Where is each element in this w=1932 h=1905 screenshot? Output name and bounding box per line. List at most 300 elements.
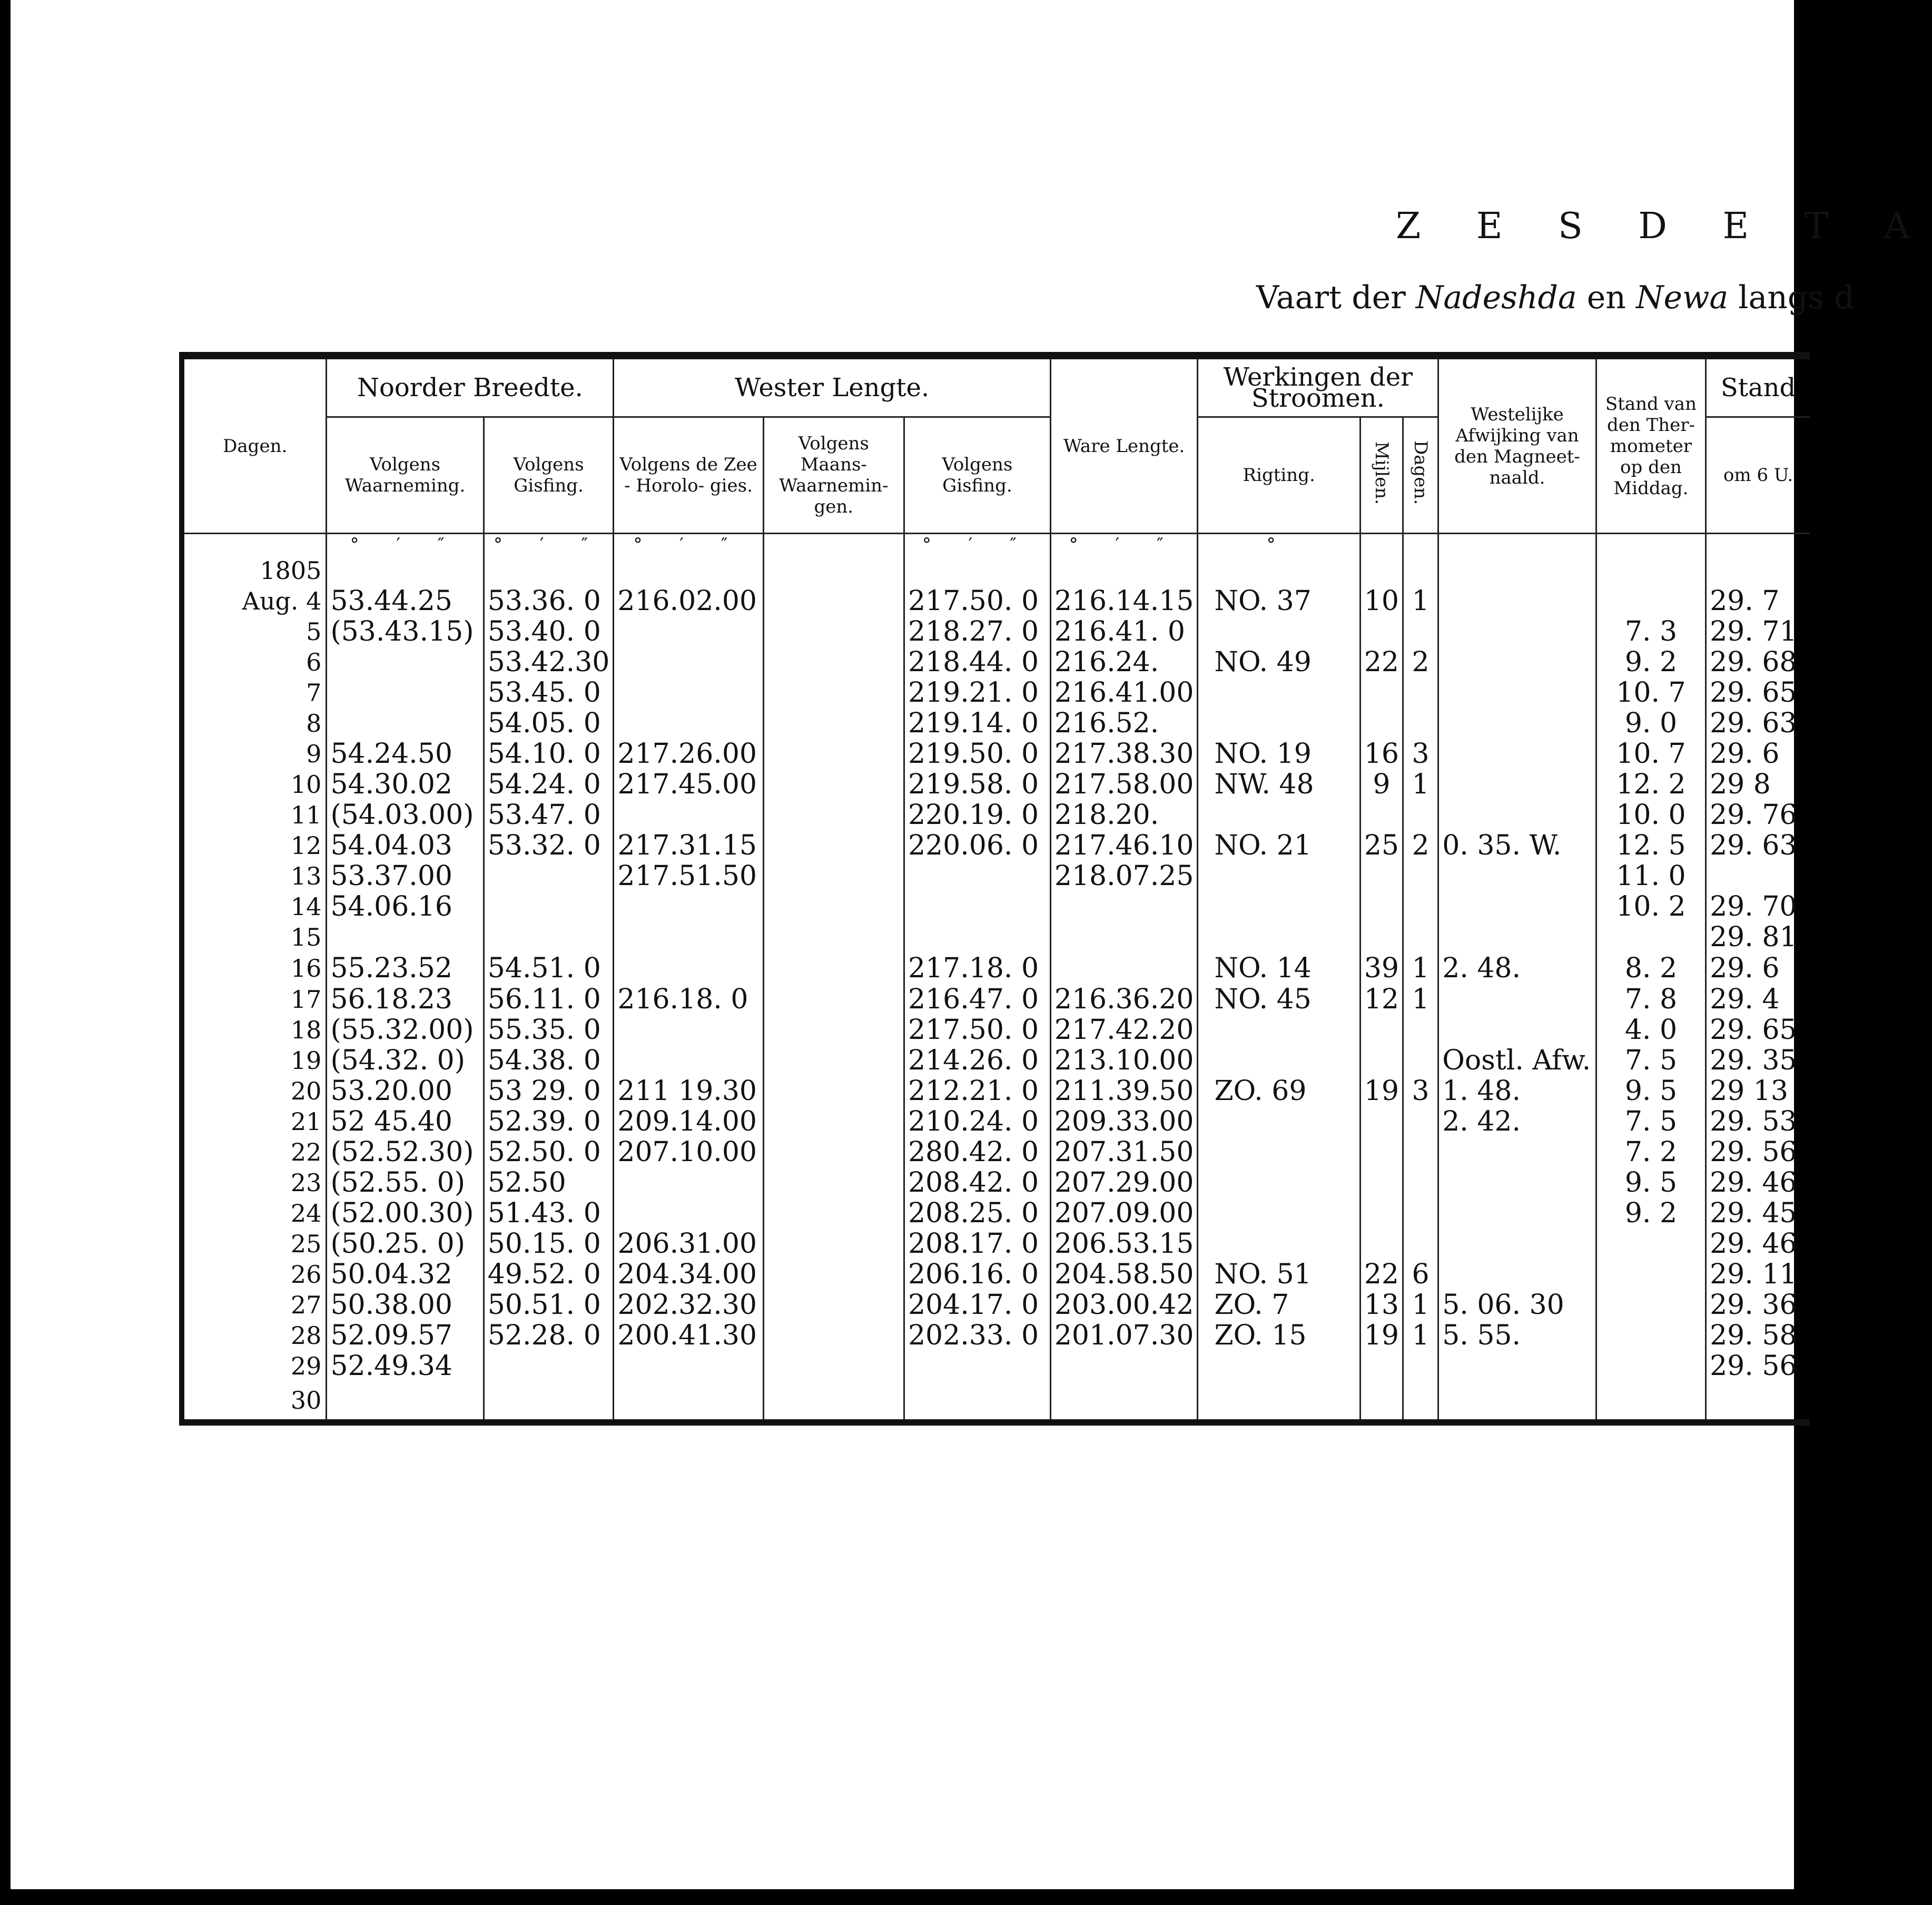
ware-lengte-cell: 216.41. 0 bbox=[1050, 616, 1198, 647]
waarneming-cell: (54.32. 0) bbox=[327, 1045, 484, 1076]
mijlen-cell bbox=[1360, 1106, 1403, 1137]
table-row bbox=[182, 677, 1810, 708]
table-row bbox=[182, 1381, 1810, 1422]
waarneming-cell: 50.04.32 bbox=[327, 1259, 484, 1290]
gissing-cell: 56.11. 0 bbox=[484, 984, 614, 1015]
stroom-dagen-cell: 2 bbox=[1403, 647, 1438, 677]
afwijking-cell bbox=[1438, 1259, 1596, 1290]
table-row bbox=[182, 1045, 1810, 1076]
maans-cell bbox=[763, 984, 904, 1015]
afwijking-cell bbox=[1438, 922, 1596, 952]
mijlen-cell bbox=[1360, 708, 1403, 739]
maans-cell bbox=[763, 1137, 904, 1167]
stand-cell: 29. 53 bbox=[1706, 1106, 1810, 1137]
waarneming-cell bbox=[327, 708, 484, 739]
header-rigting: Rigting. bbox=[1198, 417, 1360, 534]
horologies-cell bbox=[614, 1351, 763, 1381]
unit-lengte-gissing: ° ′ ″ bbox=[904, 534, 1050, 556]
rigting-cell: NO. 14 bbox=[1198, 952, 1360, 984]
maans-cell bbox=[763, 677, 904, 708]
table-row bbox=[182, 1351, 1810, 1381]
stand-cell: 29. 68 bbox=[1706, 647, 1810, 677]
gissing-cell: 54.51. 0 bbox=[484, 952, 614, 984]
subtitle-ship-1: Nadeshda bbox=[1415, 279, 1577, 316]
subtitle-en: en bbox=[1586, 279, 1626, 316]
table-row bbox=[182, 647, 1810, 677]
mijlen-cell bbox=[1360, 922, 1403, 952]
ware-lengte-cell: 218.20. bbox=[1050, 800, 1198, 830]
horologies-cell bbox=[614, 555, 763, 586]
day-cell: 29 bbox=[182, 1351, 327, 1381]
maans-cell bbox=[763, 1076, 904, 1106]
lengte-gissing-cell: 208.17. 0 bbox=[904, 1229, 1050, 1259]
stand-cell: 29. 56 bbox=[1706, 1137, 1810, 1167]
day-cell: 17 bbox=[182, 984, 327, 1015]
ware-lengte-cell: 216.36.20 bbox=[1050, 984, 1198, 1015]
stroom-dagen-cell bbox=[1403, 1106, 1438, 1137]
table-row bbox=[182, 708, 1810, 739]
lengte-gissing-cell bbox=[904, 555, 1050, 586]
thermometer-cell: 9. 5 bbox=[1596, 1076, 1706, 1106]
day-cell: 26 bbox=[182, 1259, 327, 1290]
stroom-dagen-cell bbox=[1403, 1137, 1438, 1167]
page-title: Z E S D E T A bbox=[1396, 205, 1932, 247]
table-row bbox=[182, 1320, 1810, 1351]
day-cell: 23 bbox=[182, 1167, 327, 1198]
header-thermometer: Stand van den Ther- mometer op den Middag. bbox=[1596, 356, 1706, 534]
day-cell: 11 bbox=[182, 800, 327, 830]
header-noorder-breedte: Noorder Breedte. bbox=[327, 356, 614, 417]
lengte-gissing-cell: 208.25. 0 bbox=[904, 1198, 1050, 1229]
rigting-cell bbox=[1198, 1351, 1360, 1381]
stand-cell: 29. 6 bbox=[1706, 739, 1810, 769]
table-row bbox=[182, 1015, 1810, 1045]
horologies-cell bbox=[614, 647, 763, 677]
afwijking-cell bbox=[1438, 891, 1596, 922]
mijlen-cell: 13 bbox=[1360, 1290, 1403, 1320]
afwijking-cell bbox=[1438, 861, 1596, 891]
gissing-cell: 54.24. 0 bbox=[484, 769, 614, 800]
afwijking-cell bbox=[1438, 1198, 1596, 1229]
header-volgens-gissing: Volgens Gisfing. bbox=[484, 417, 614, 534]
mijlen-cell bbox=[1360, 616, 1403, 647]
ware-lengte-cell: 218.07.25 bbox=[1050, 861, 1198, 891]
thermometer-cell: 12. 2 bbox=[1596, 769, 1706, 800]
thermometer-cell: 10. 7 bbox=[1596, 739, 1706, 769]
thermometer-cell: 8. 2 bbox=[1596, 952, 1706, 984]
stroom-dagen-cell: 3 bbox=[1403, 739, 1438, 769]
afwijking-cell: 2. 48. bbox=[1438, 952, 1596, 984]
stand-cell: 29. 46 bbox=[1706, 1229, 1810, 1259]
rigting-cell bbox=[1198, 1381, 1360, 1422]
table-row bbox=[182, 830, 1810, 861]
thermometer-cell: 7. 2 bbox=[1596, 1137, 1706, 1167]
stand-cell: 29. 7 bbox=[1706, 586, 1810, 616]
maans-cell bbox=[763, 647, 904, 677]
maans-cell bbox=[763, 1198, 904, 1229]
rigting-cell: ZO. 15 bbox=[1198, 1320, 1360, 1351]
thermometer-cell: 7. 5 bbox=[1596, 1045, 1706, 1076]
day-cell: 5 bbox=[182, 616, 327, 647]
stroom-dagen-cell bbox=[1403, 922, 1438, 952]
maans-cell bbox=[763, 1290, 904, 1320]
maans-cell bbox=[763, 1106, 904, 1137]
ware-lengte-cell: 206.53.15 bbox=[1050, 1229, 1198, 1259]
unit-rigting: ° bbox=[1198, 534, 1360, 556]
lengte-gissing-cell: 212.21. 0 bbox=[904, 1076, 1050, 1106]
mijlen-cell bbox=[1360, 1351, 1403, 1381]
gissing-cell: 53 29. 0 bbox=[484, 1076, 614, 1106]
day-cell: 15 bbox=[182, 922, 327, 952]
maans-cell bbox=[763, 800, 904, 830]
rigting-cell bbox=[1198, 800, 1360, 830]
stand-cell: 29. 56 bbox=[1706, 1351, 1810, 1381]
mijlen-cell bbox=[1360, 1198, 1403, 1229]
ware-lengte-cell: 217.38.30 bbox=[1050, 739, 1198, 769]
horologies-cell: 217.31.15 bbox=[614, 830, 763, 861]
horologies-cell: 200.41.30 bbox=[614, 1320, 763, 1351]
header-maans-waarnemingen: Volgens Maans- Waarnemin- gen. bbox=[763, 417, 904, 534]
maans-cell bbox=[763, 830, 904, 861]
scan-edge-left bbox=[0, 0, 11, 1905]
gissing-cell: 50.51. 0 bbox=[484, 1290, 614, 1320]
table-row bbox=[182, 769, 1810, 800]
ware-lengte-cell: 216.14.15 bbox=[1050, 586, 1198, 616]
afwijking-cell bbox=[1438, 1167, 1596, 1198]
gissing-cell: 53.45. 0 bbox=[484, 677, 614, 708]
stroom-dagen-cell bbox=[1403, 800, 1438, 830]
day-cell: Aug. 4 bbox=[182, 586, 327, 616]
gissing-cell: 52.28. 0 bbox=[484, 1320, 614, 1351]
table-row bbox=[182, 1259, 1810, 1290]
stand-cell: 29. 6 bbox=[1706, 952, 1810, 984]
rigting-cell bbox=[1198, 1045, 1360, 1076]
horologies-cell bbox=[614, 800, 763, 830]
maans-cell bbox=[763, 1320, 904, 1351]
horologies-cell bbox=[614, 891, 763, 922]
thermometer-cell: 10. 2 bbox=[1596, 891, 1706, 922]
ware-lengte-cell: 203.00.42 bbox=[1050, 1290, 1198, 1320]
horologies-cell bbox=[614, 1015, 763, 1045]
stand-cell: 29. 71 bbox=[1706, 616, 1810, 647]
stroom-dagen-cell bbox=[1403, 1351, 1438, 1381]
afwijking-cell: 0. 35. W. bbox=[1438, 830, 1596, 861]
header-stand: Stand bbox=[1706, 356, 1810, 417]
rigting-cell bbox=[1198, 677, 1360, 708]
mijlen-cell: 12 bbox=[1360, 984, 1403, 1015]
thermometer-cell: 9. 0 bbox=[1596, 708, 1706, 739]
gissing-cell: 54.38. 0 bbox=[484, 1045, 614, 1076]
stroom-dagen-cell bbox=[1403, 1015, 1438, 1045]
gissing-cell bbox=[484, 1351, 614, 1381]
waarneming-cell: (52.55. 0) bbox=[327, 1167, 484, 1198]
stroom-dagen-cell: 1 bbox=[1403, 1320, 1438, 1351]
rigting-cell bbox=[1198, 1198, 1360, 1229]
maans-cell bbox=[763, 1045, 904, 1076]
day-cell: 18 bbox=[182, 1015, 327, 1045]
day-cell: 20 bbox=[182, 1076, 327, 1106]
subtitle-pre: Vaart der bbox=[1256, 279, 1406, 316]
rigting-cell: NW. 48 bbox=[1198, 769, 1360, 800]
ware-lengte-cell bbox=[1050, 891, 1198, 922]
waarneming-cell: 53.44.25 bbox=[327, 586, 484, 616]
thermometer-cell: 7. 8 bbox=[1596, 984, 1706, 1015]
mijlen-cell: 25 bbox=[1360, 830, 1403, 861]
table-row bbox=[182, 952, 1810, 984]
day-cell: 10 bbox=[182, 769, 327, 800]
mijlen-cell bbox=[1360, 1045, 1403, 1076]
unit-cell-dagen bbox=[182, 534, 327, 556]
maans-cell bbox=[763, 1351, 904, 1381]
waarneming-cell: 54.06.16 bbox=[327, 891, 484, 922]
horologies-cell bbox=[614, 922, 763, 952]
waarneming-cell bbox=[327, 647, 484, 677]
maans-cell bbox=[763, 1229, 904, 1259]
stroom-dagen-cell: 1 bbox=[1403, 952, 1438, 984]
mijlen-cell: 19 bbox=[1360, 1076, 1403, 1106]
afwijking-cell bbox=[1438, 769, 1596, 800]
lengte-gissing-cell: 204.17. 0 bbox=[904, 1290, 1050, 1320]
horologies-cell: 202.32.30 bbox=[614, 1290, 763, 1320]
table-row bbox=[182, 1137, 1810, 1167]
ware-lengte-cell: 217.58.00 bbox=[1050, 769, 1198, 800]
thermometer-cell bbox=[1596, 555, 1706, 586]
afwijking-cell bbox=[1438, 586, 1596, 616]
gissing-cell: 53.32. 0 bbox=[484, 830, 614, 861]
waarneming-cell bbox=[327, 1381, 484, 1422]
horologies-cell bbox=[614, 677, 763, 708]
day-cell: 13 bbox=[182, 861, 327, 891]
lengte-gissing-cell bbox=[904, 891, 1050, 922]
rigting-cell bbox=[1198, 891, 1360, 922]
afwijking-cell bbox=[1438, 739, 1596, 769]
gissing-cell: 55.35. 0 bbox=[484, 1015, 614, 1045]
subtitle-post: langs d bbox=[1738, 279, 1855, 316]
stand-cell: 29. 36 bbox=[1706, 1290, 1810, 1320]
gissing-cell bbox=[484, 1381, 614, 1422]
stand-cell: 29. 58 bbox=[1706, 1320, 1810, 1351]
lengte-gissing-cell bbox=[904, 1381, 1050, 1422]
stroom-dagen-cell: 3 bbox=[1403, 1076, 1438, 1106]
stand-cell: 29. 65 bbox=[1706, 677, 1810, 708]
afwijking-cell: 1. 48. bbox=[1438, 1076, 1596, 1106]
gissing-cell: 52.50. 0 bbox=[484, 1137, 614, 1167]
horologies-cell: 206.31.00 bbox=[614, 1229, 763, 1259]
stand-cell: 29. 45 bbox=[1706, 1198, 1810, 1229]
mijlen-cell: 22 bbox=[1360, 647, 1403, 677]
thermometer-cell: 4. 0 bbox=[1596, 1015, 1706, 1045]
stroom-dagen-cell bbox=[1403, 616, 1438, 647]
horologies-cell bbox=[614, 1381, 763, 1422]
table-row bbox=[182, 555, 1810, 586]
mijlen-cell: 10 bbox=[1360, 586, 1403, 616]
waarneming-cell: 52 45.40 bbox=[327, 1106, 484, 1137]
thermometer-cell: 9. 2 bbox=[1596, 1198, 1706, 1229]
table-row bbox=[182, 1198, 1810, 1229]
stroom-dagen-cell bbox=[1403, 1198, 1438, 1229]
mijlen-cell bbox=[1360, 1137, 1403, 1167]
waarneming-cell: (52.52.30) bbox=[327, 1137, 484, 1167]
maans-cell bbox=[763, 739, 904, 769]
rigting-cell: ZO. 7 bbox=[1198, 1290, 1360, 1320]
day-cell: 12 bbox=[182, 830, 327, 861]
stand-cell bbox=[1706, 861, 1810, 891]
header-om-6: om 6 U. bbox=[1706, 417, 1810, 534]
mijlen-cell bbox=[1360, 555, 1403, 586]
lengte-gissing-cell: 219.50. 0 bbox=[904, 739, 1050, 769]
lengte-gissing-cell: 219.14. 0 bbox=[904, 708, 1050, 739]
horologies-cell: 211 19.30 bbox=[614, 1076, 763, 1106]
thermometer-cell bbox=[1596, 922, 1706, 952]
lengte-gissing-cell: 208.42. 0 bbox=[904, 1167, 1050, 1198]
subtitle-ship-2: Newa bbox=[1636, 279, 1729, 316]
mijlen-cell: 39 bbox=[1360, 952, 1403, 984]
afwijking-cell bbox=[1438, 1137, 1596, 1167]
waarneming-cell: 50.38.00 bbox=[327, 1290, 484, 1320]
table-row bbox=[182, 800, 1810, 830]
waarneming-cell bbox=[327, 677, 484, 708]
lengte-gissing-cell bbox=[904, 922, 1050, 952]
day-cell: 30 bbox=[182, 1381, 327, 1422]
thermometer-cell: 10. 7 bbox=[1596, 677, 1706, 708]
day-cell: 14 bbox=[182, 891, 327, 922]
stroom-dagen-cell bbox=[1403, 861, 1438, 891]
rigting-cell: NO. 49 bbox=[1198, 647, 1360, 677]
stand-cell: 29. 65 bbox=[1706, 1015, 1810, 1045]
lengte-gissing-cell: 219.58. 0 bbox=[904, 769, 1050, 800]
stroom-dagen-cell bbox=[1403, 1167, 1438, 1198]
afwijking-cell bbox=[1438, 647, 1596, 677]
mijlen-cell bbox=[1360, 800, 1403, 830]
horologies-cell bbox=[614, 1167, 763, 1198]
maans-cell bbox=[763, 708, 904, 739]
lengte-gissing-cell: 217.50. 0 bbox=[904, 586, 1050, 616]
header-zee-horologies: Volgens de Zee - Horolo- gies. bbox=[614, 417, 763, 534]
waarneming-cell: 56.18.23 bbox=[327, 984, 484, 1015]
ware-lengte-cell: 213.10.00 bbox=[1050, 1045, 1198, 1076]
day-cell: 27 bbox=[182, 1290, 327, 1320]
ware-lengte-cell bbox=[1050, 1381, 1198, 1422]
afwijking-cell: 2. 42. bbox=[1438, 1106, 1596, 1137]
table-row bbox=[182, 1229, 1810, 1259]
rigting-cell bbox=[1198, 555, 1360, 586]
stroom-dagen-cell bbox=[1403, 555, 1438, 586]
gissing-cell: 53.36. 0 bbox=[484, 586, 614, 616]
stand-cell: 29. 63 bbox=[1706, 830, 1810, 861]
thermometer-cell: 11. 0 bbox=[1596, 861, 1706, 891]
mijlen-cell bbox=[1360, 1015, 1403, 1045]
rigting-cell bbox=[1198, 1229, 1360, 1259]
waarneming-cell: 53.37.00 bbox=[327, 861, 484, 891]
rigting-cell bbox=[1198, 616, 1360, 647]
stand-cell: 29. 63 bbox=[1706, 708, 1810, 739]
day-cell: 19 bbox=[182, 1045, 327, 1076]
thermometer-cell bbox=[1596, 1290, 1706, 1320]
header-dagen: Dagen. bbox=[182, 356, 327, 534]
header-stroom-dagen-text: Dagen. bbox=[1410, 440, 1432, 505]
day-cell: 9 bbox=[182, 739, 327, 769]
rigting-cell: NO. 19 bbox=[1198, 739, 1360, 769]
mijlen-cell bbox=[1360, 677, 1403, 708]
lengte-gissing-cell: 280.42. 0 bbox=[904, 1137, 1050, 1167]
stand-cell: 29. 76 bbox=[1706, 800, 1810, 830]
ware-lengte-cell: 216.41.00 bbox=[1050, 677, 1198, 708]
afwijking-cell bbox=[1438, 1229, 1596, 1259]
gissing-cell: 54.05. 0 bbox=[484, 708, 614, 739]
waarneming-cell: 52.49.34 bbox=[327, 1351, 484, 1381]
mijlen-cell bbox=[1360, 891, 1403, 922]
log-table bbox=[179, 352, 1810, 1426]
lengte-gissing-cell: 206.16. 0 bbox=[904, 1259, 1050, 1290]
day-cell: 24 bbox=[182, 1198, 327, 1229]
stroom-dagen-cell bbox=[1403, 1381, 1438, 1422]
header-stroom-dagen bbox=[1403, 417, 1438, 534]
ware-lengte-cell: 209.33.00 bbox=[1050, 1106, 1198, 1137]
waarneming-cell: (50.25. 0) bbox=[327, 1229, 484, 1259]
unit-stand bbox=[1706, 534, 1810, 556]
afwijking-cell bbox=[1438, 555, 1596, 586]
ware-lengte-cell bbox=[1050, 1351, 1198, 1381]
ware-lengte-cell: 207.29.00 bbox=[1050, 1167, 1198, 1198]
lengte-gissing-cell: 219.21. 0 bbox=[904, 677, 1050, 708]
mijlen-cell bbox=[1360, 1381, 1403, 1422]
stroom-dagen-cell bbox=[1403, 1045, 1438, 1076]
table-row bbox=[182, 1106, 1810, 1137]
rigting-cell: NO. 51 bbox=[1198, 1259, 1360, 1290]
table-row bbox=[182, 1076, 1810, 1106]
thermometer-cell bbox=[1596, 1351, 1706, 1381]
day-cell: 7 bbox=[182, 677, 327, 708]
rigting-cell: NO. 37 bbox=[1198, 586, 1360, 616]
thermometer-cell: 9. 2 bbox=[1596, 647, 1706, 677]
stand-cell: 29. 46 bbox=[1706, 1167, 1810, 1198]
rigting-cell bbox=[1198, 1167, 1360, 1198]
horologies-cell bbox=[614, 708, 763, 739]
lengte-gissing-cell: 217.18. 0 bbox=[904, 952, 1050, 984]
ware-lengte-cell bbox=[1050, 952, 1198, 984]
maans-cell bbox=[763, 616, 904, 647]
unit-mijlen bbox=[1360, 534, 1403, 556]
ware-lengte-cell: 216.24. bbox=[1050, 647, 1198, 677]
stroom-dagen-cell: 1 bbox=[1403, 984, 1438, 1015]
ware-lengte-cell bbox=[1050, 922, 1198, 952]
stroom-dagen-cell: 1 bbox=[1403, 586, 1438, 616]
horologies-cell bbox=[614, 1045, 763, 1076]
rigting-cell bbox=[1198, 1137, 1360, 1167]
table-row bbox=[182, 922, 1810, 952]
gissing-cell: 50.15. 0 bbox=[484, 1229, 614, 1259]
header-mijlen-text: Mijlen. bbox=[1371, 441, 1392, 505]
day-cell: 8 bbox=[182, 708, 327, 739]
gissing-cell: 49.52. 0 bbox=[484, 1259, 614, 1290]
stroom-dagen-cell bbox=[1403, 708, 1438, 739]
lengte-gissing-cell: 202.33. 0 bbox=[904, 1320, 1050, 1351]
horologies-cell: 207.10.00 bbox=[614, 1137, 763, 1167]
gissing-cell: 53.40. 0 bbox=[484, 616, 614, 647]
day-cell: 16 bbox=[182, 952, 327, 984]
thermometer-cell bbox=[1596, 586, 1706, 616]
stroom-dagen-cell: 2 bbox=[1403, 830, 1438, 861]
afwijking-cell bbox=[1438, 984, 1596, 1015]
ware-lengte-cell: 201.07.30 bbox=[1050, 1320, 1198, 1351]
thermometer-cell: 12. 5 bbox=[1596, 830, 1706, 861]
maans-cell bbox=[763, 922, 904, 952]
mijlen-cell bbox=[1360, 1167, 1403, 1198]
horologies-cell bbox=[614, 1198, 763, 1229]
thermometer-cell bbox=[1596, 1259, 1706, 1290]
waarneming-cell: (52.00.30) bbox=[327, 1198, 484, 1229]
unit-waarneming: ° ′ ″ bbox=[327, 534, 484, 556]
